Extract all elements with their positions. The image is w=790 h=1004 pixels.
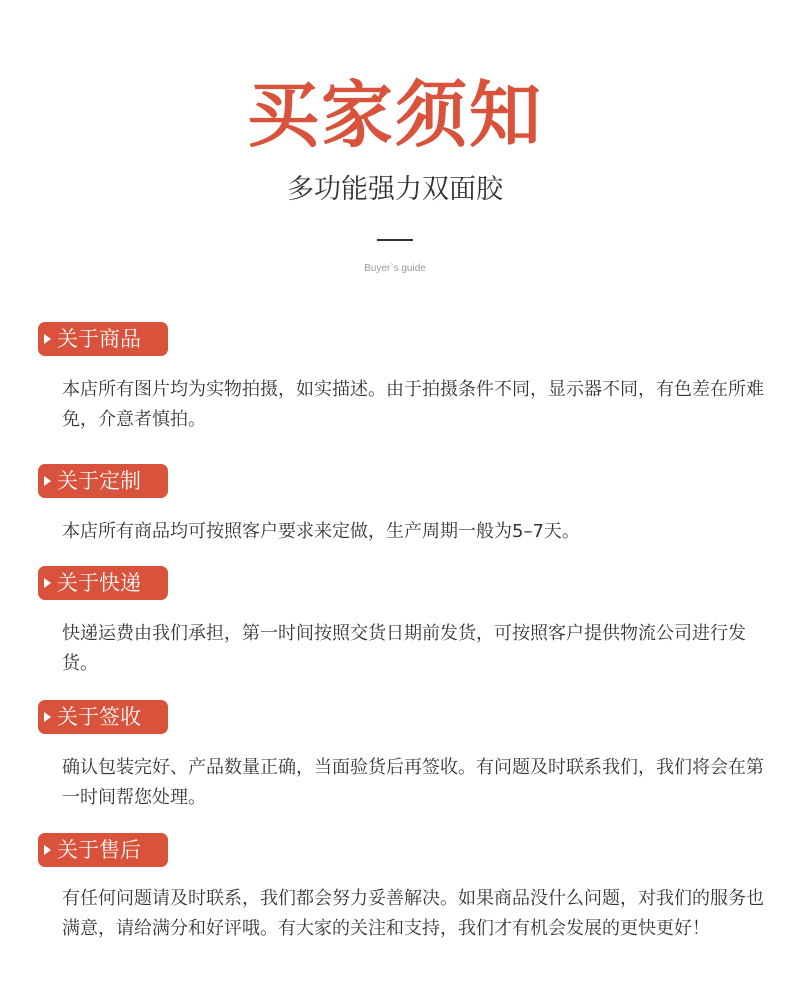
triangle-bullet-icon: [44, 712, 51, 722]
section-header-label: 关于售后: [57, 838, 141, 862]
section-header-delivery: [38, 566, 168, 600]
buyers-guide-caption: Buyer`s guide: [364, 263, 426, 274]
triangle-bullet-icon: [44, 476, 51, 486]
section-header-product: [38, 322, 168, 356]
page-subtitle: 多功能强力双面胶: [287, 174, 503, 205]
section-header-label: 关于商品: [57, 327, 141, 351]
page-title: 买家须知: [246, 73, 543, 157]
section-body-product: 本店所有图片均为实物拍摄，如实描述。由于拍摄条件不同，显示器不同，有色差在所难免，介意者慎拍。: [62, 379, 764, 430]
section-header-receipt: [38, 700, 168, 734]
section-body-custom: 本店所有商品均可按照客户要求来定做，生产周期一般为5–7天。: [62, 521, 580, 542]
section-body-receipt: 确认包装完好、产品数量正确，当面验货后再签收。有问题及时联系我们，我们将会在第一时间帮您处理。: [62, 757, 764, 808]
triangle-bullet-icon: [44, 578, 51, 588]
triangle-bullet-icon: [44, 334, 51, 344]
section-header-custom: [38, 464, 168, 498]
triangle-bullet-icon: [44, 845, 51, 855]
section-header-label: 关于快递: [57, 571, 141, 595]
section-body-delivery: 快递运费由我们承担，第一时间按照交货日期前发货，可按照客户提供物流公司进行发货。: [62, 623, 746, 674]
section-header-aftersales: [38, 833, 168, 867]
section-header-label: 关于定制: [57, 469, 141, 493]
section-body-aftersales: 有任何问题请及时联系，我们都会努力妥善解决。如果商品没什么问题，对我们的服务也满意，请给满分和好评哦。有大家的关注和支持，我们才有机会发展的更快更好！: [62, 888, 764, 939]
section-header-label: 关于签收: [57, 705, 141, 729]
title-divider: [377, 239, 413, 241]
